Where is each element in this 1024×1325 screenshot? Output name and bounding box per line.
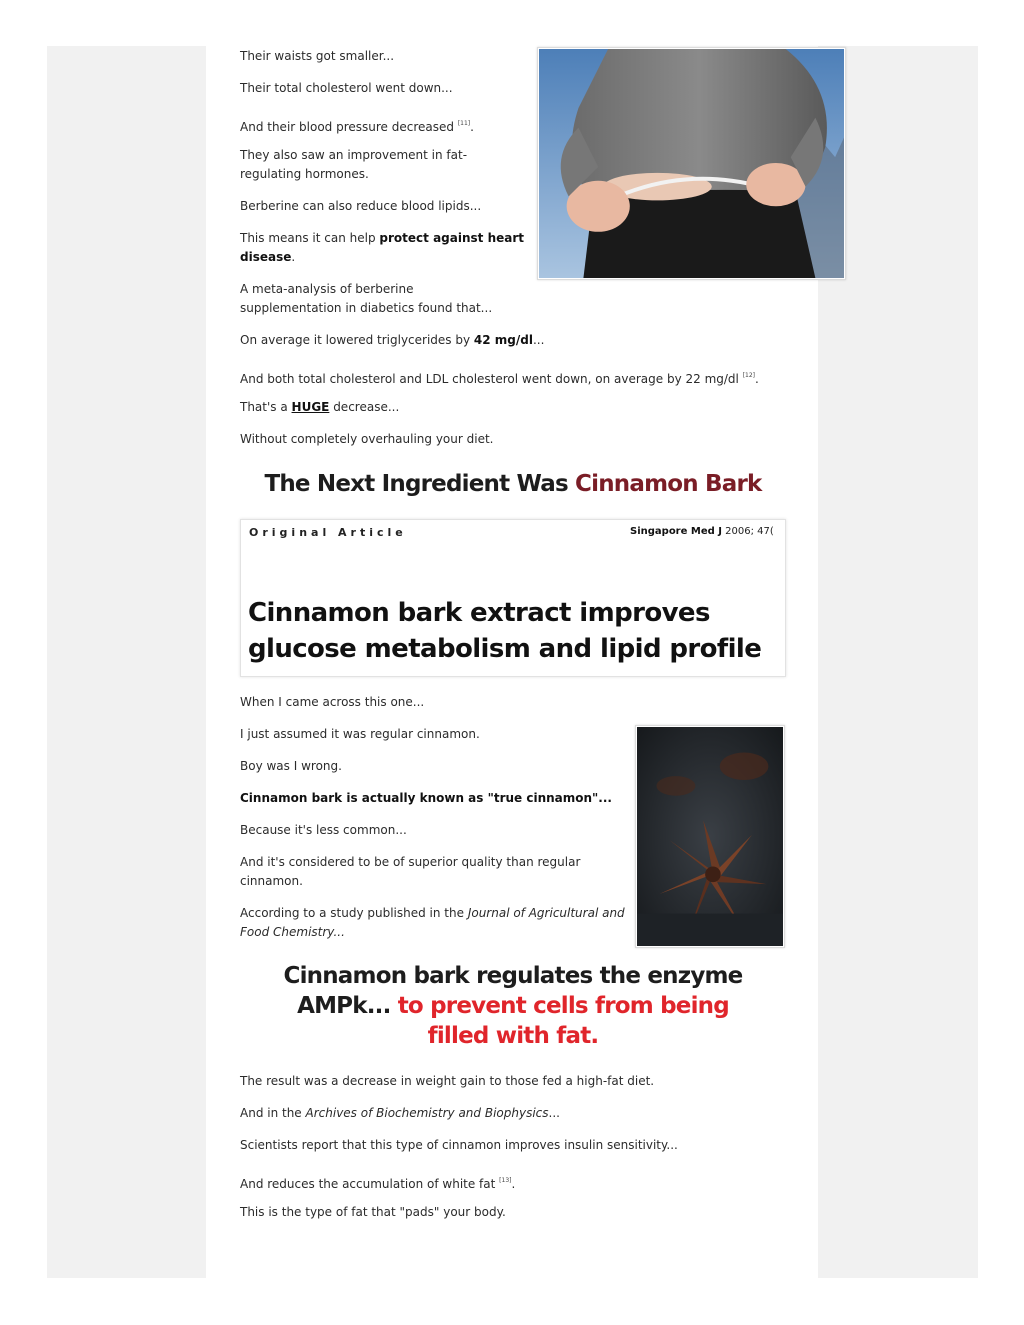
paragraph: And it's considered to be of superior quality than regular cinnamon. (240, 855, 581, 888)
paragraph: They also saw an improvement in fat-regulating hormones. (240, 148, 468, 181)
citation-ref[interactable]: [12] (742, 372, 756, 379)
paragraph: According to a study published in the Journal of Agricultural and Food Chemistry... (240, 906, 625, 939)
article-type: Original Article (249, 526, 407, 539)
paragraph: Cinnamon bark is actually known as "true cinnamon"... (240, 791, 612, 805)
article-clipping (240, 519, 786, 677)
paragraph: Their total cholesterol went down... (240, 81, 453, 95)
paragraph: This means it can help protect against heart disease. (240, 231, 525, 264)
paragraph: And reduces the accumulation of white fat [13]. (240, 1177, 516, 1191)
paragraph: Without completely overhauling your diet. (240, 432, 494, 446)
star-anise-photo (635, 725, 785, 948)
paragraph: And both total cholesterol and LDL cholesterol went down, on average by 22 mg/dl [12]. (240, 372, 759, 386)
paragraph: Berberine can also reduce blood lipids... (240, 199, 482, 213)
waist-photo (537, 47, 846, 280)
paragraph: The result was a decrease in weight gain to those fed a high-fat diet. (240, 1074, 655, 1088)
paragraph: A meta-analysis of berberine supplementation in diabetics found that... (240, 282, 493, 315)
paragraph: And their blood pressure decreased [11]. (240, 120, 474, 134)
paragraph: That's a HUGE decrease... (240, 400, 400, 414)
paragraph: And in the Archives of Biochemistry and Biophysics... (240, 1106, 560, 1120)
paragraph: I just assumed it was regular cinnamon. (240, 727, 480, 741)
section-heading: The Next Ingredient Was Cinnamon Bark (264, 471, 762, 497)
paragraph: Boy was I wrong. (240, 759, 342, 773)
measuring-tape-icon (539, 49, 844, 278)
callout-heading: Cinnamon bark regulates the enzyme AMPk... to prevent cells from being filled with fat. (283, 963, 743, 1049)
paragraph: Because it's less common... (240, 823, 407, 837)
paragraph: Their waists got smaller... (240, 49, 395, 63)
citation-ref[interactable]: [11] (457, 120, 471, 127)
journal-citation: Singapore Med J 2006; 47( (630, 526, 774, 537)
article-title: Cinnamon bark extract improves glucose metabolism and lipid profile (248, 598, 762, 664)
paragraph: On average it lowered triglycerides by 42 mg/dl... (240, 333, 545, 347)
star-anise-icon (637, 727, 783, 946)
paragraph: When I came across this one... (240, 695, 425, 709)
citation-ref[interactable]: [13] (499, 1177, 512, 1184)
paragraph: Scientists report that this type of cinnamon improves insulin sensitivity... (240, 1138, 678, 1152)
paragraph: This is the type of fat that "pads" your body. (240, 1205, 506, 1219)
